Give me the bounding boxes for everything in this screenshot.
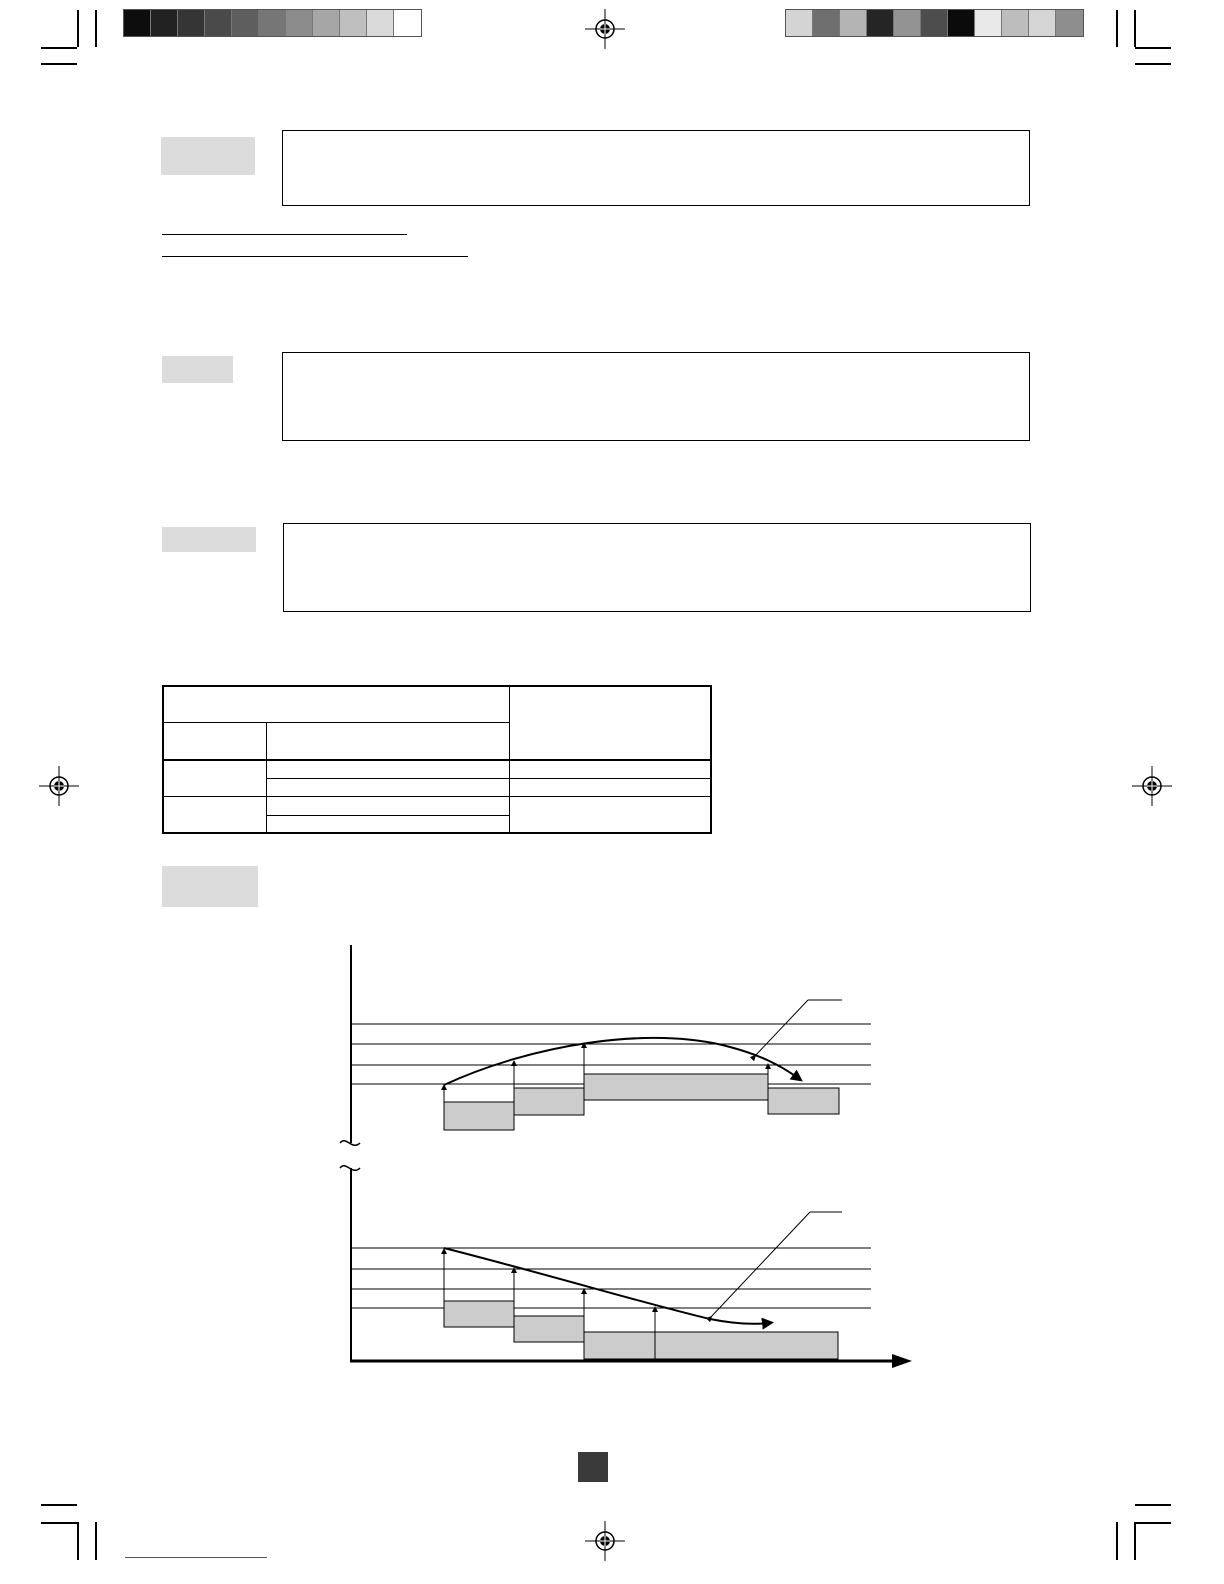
step-block — [768, 1088, 839, 1114]
section-tab-3 — [162, 527, 256, 552]
spec-table — [162, 685, 712, 833]
crop-mark — [77, 10, 79, 47]
crop-mark — [1134, 10, 1136, 47]
calibration-swatch — [813, 10, 840, 36]
calibration-swatch — [178, 10, 205, 36]
step-block — [514, 1088, 584, 1115]
heading-underline-2 — [162, 256, 468, 257]
footer-rule — [125, 1557, 267, 1558]
heading-underline-1 — [162, 234, 407, 235]
section-tab-2 — [162, 356, 233, 383]
crop-mark — [1135, 47, 1171, 49]
table-border — [162, 832, 712, 834]
lower-callout-leader — [710, 1212, 810, 1318]
table-divider — [266, 778, 712, 779]
crop-mark — [95, 10, 97, 47]
table-divider — [266, 815, 510, 816]
crop-mark — [95, 1522, 97, 1560]
calibration-swatch — [840, 10, 867, 36]
step-block — [584, 1074, 768, 1100]
section-tab-4 — [162, 866, 258, 907]
calibration-swatch — [867, 10, 894, 36]
x-axis-arrow — [892, 1354, 912, 1368]
table-divider — [162, 722, 509, 723]
registration-mark-top — [585, 9, 625, 49]
crop-mark — [41, 63, 77, 65]
calibration-swatch — [1002, 10, 1029, 36]
calibration-swatch — [948, 10, 975, 36]
calibration-swatch — [1056, 10, 1083, 36]
calibration-swatch — [205, 10, 232, 36]
crop-mark — [1116, 10, 1118, 47]
crop-mark — [41, 47, 77, 49]
crop-mark — [1135, 1522, 1171, 1524]
step-block — [444, 1301, 514, 1327]
crop-mark — [41, 1504, 77, 1506]
calibration-swatch — [921, 10, 948, 36]
step-block — [514, 1316, 584, 1342]
upper-callout-leader — [754, 1000, 808, 1057]
calibration-swatch — [232, 10, 259, 36]
crop-mark — [1116, 1522, 1118, 1560]
crop-mark — [41, 1522, 77, 1524]
table-divider — [162, 759, 712, 761]
crop-mark — [1135, 63, 1171, 65]
note-box-2 — [282, 352, 1030, 441]
calibration-swatch — [894, 10, 921, 36]
note-box-1 — [282, 130, 1030, 206]
note-box-3 — [283, 523, 1031, 612]
step-block — [655, 1332, 838, 1359]
table-border — [162, 685, 712, 687]
calibration-swatch — [313, 10, 340, 36]
calibration-swatch — [340, 10, 367, 36]
calibration-swatch — [151, 10, 178, 36]
section-tab-1 — [161, 137, 255, 175]
crop-mark — [1135, 1504, 1171, 1506]
step-block — [444, 1102, 514, 1130]
calibration-swatch — [124, 10, 151, 36]
registration-mark-bottom — [585, 1521, 625, 1561]
calibration-swatch — [367, 10, 394, 36]
page-number-block — [578, 1452, 608, 1482]
calibration-swatch — [786, 10, 813, 36]
calibration-bar-left — [123, 9, 422, 37]
calibration-swatch — [286, 10, 313, 36]
calibration-swatch — [1029, 10, 1056, 36]
operation-diagram — [330, 935, 930, 1375]
step-block — [584, 1332, 655, 1359]
table-divider — [162, 796, 712, 797]
calibration-swatch — [975, 10, 1002, 36]
crop-mark — [77, 1522, 79, 1560]
calibration-bar-right — [785, 9, 1084, 37]
calibration-swatch — [394, 10, 421, 36]
calibration-swatch — [259, 10, 286, 36]
registration-mark-left — [39, 766, 79, 806]
registration-mark-right — [1132, 766, 1172, 806]
crop-mark — [1134, 1522, 1136, 1560]
